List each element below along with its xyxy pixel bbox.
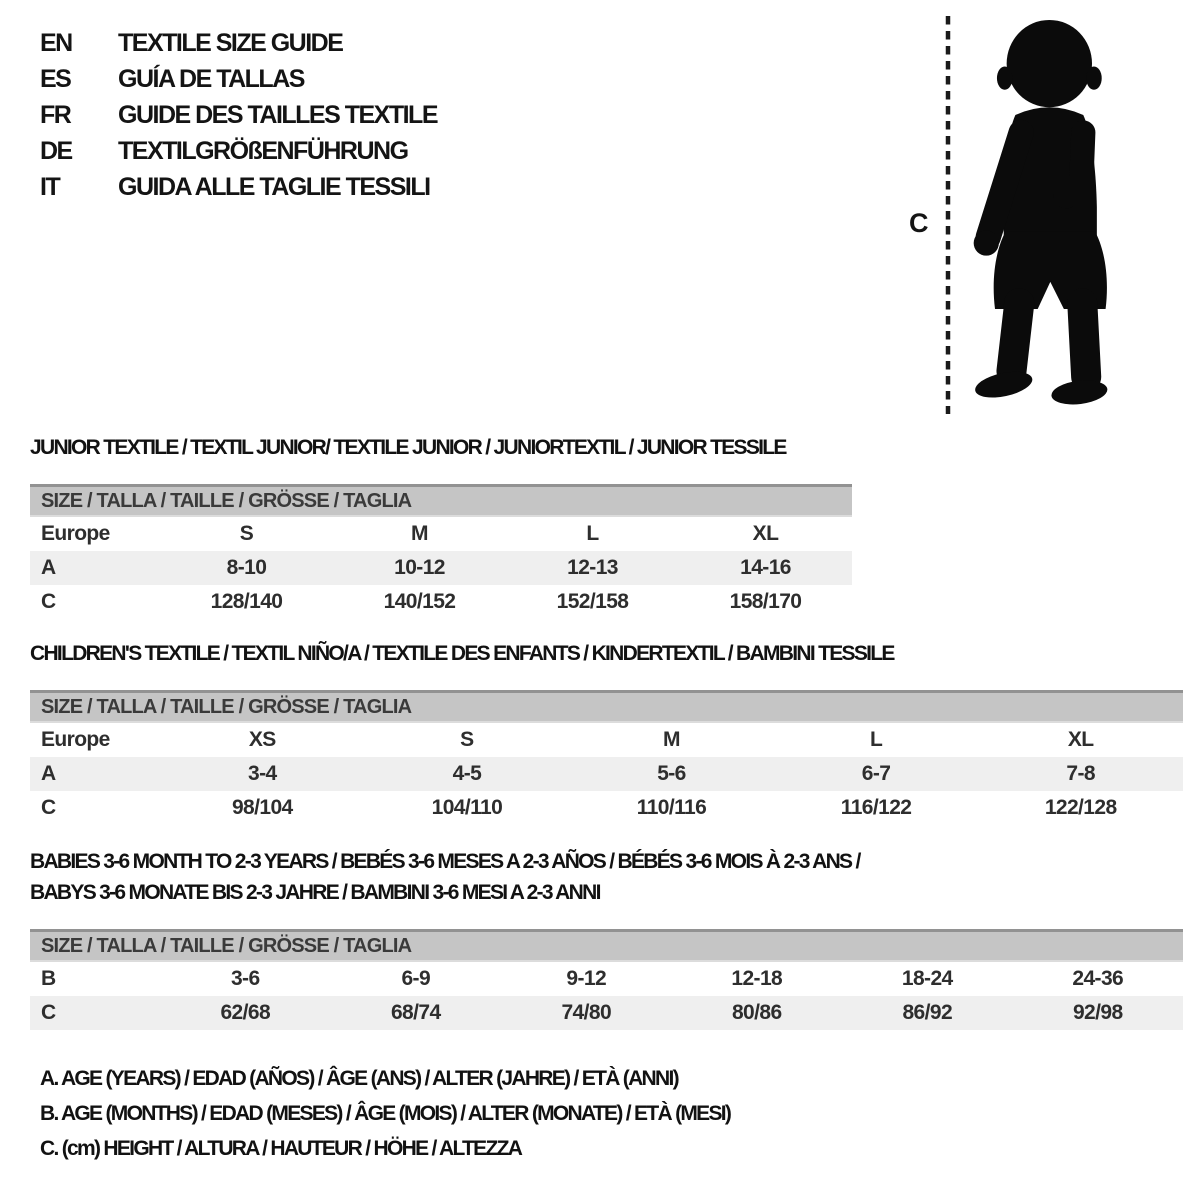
table-cell: 68/74 [390,1001,441,1024]
guide-title: GUÍA DE TALLAS [118,65,304,93]
toddler-figure [893,12,1163,417]
table-row [30,585,852,619]
table-cell: S [239,522,254,545]
section-title-line: JUNIOR TEXTILE / TEXTIL JUNIOR/ TEXTILE JUNIOR / JUNIORTEXTIL / JUNIOR TESSILE [30,436,786,459]
table-row [30,791,1183,825]
toddler-silhouette [893,12,1163,417]
table-cell: S [460,728,474,751]
table-cell: 3-6 [230,967,260,990]
table-cell: 7-8 [1066,762,1095,785]
table-row [30,757,1183,791]
language-code: ES [40,65,71,93]
guide-title: TEXTILGRÖßENFÜHRUNG [118,137,408,165]
section-title [30,643,1183,665]
table-cell: XS [248,728,276,751]
table-cell: 110/116 [636,796,707,819]
language-code: EN [40,29,72,57]
section-title-line: BABYS 3-6 MONATE BIS 2-3 JAHRE / BAMBINI 3-6 MESI A 2-3 ANNI [30,881,600,904]
table-cell: M [411,522,428,545]
table-cell: XL [1067,728,1094,751]
table-cell: 14-16 [740,556,791,579]
table-row [30,962,1183,996]
table-cell: 6-7 [861,762,891,785]
section-title [30,437,852,459]
section-junior-textile [30,437,852,619]
table-cell: 18-24 [901,967,953,990]
row-label: Europe [41,522,110,545]
row-label: Europe [41,728,110,751]
table-row [30,517,852,551]
height-measure-label: C [909,208,929,238]
size-table-children [30,723,1183,825]
table-cell: 92/98 [1072,1001,1123,1024]
section-title-line: BABIES 3-6 MONTH TO 2-3 YEARS / BEBÉS 3-6 MESES A 2-3 AÑOS / BÉBÉS 3-6 MOIS À 2-3 ANS / [30,850,860,873]
guide-title: TEXTILE SIZE GUIDE [118,29,343,57]
row-label: C [41,590,56,613]
guide-title: GUIDA ALLE TAGLIE TESSILI [118,173,430,201]
table-cell: 80/86 [731,1001,782,1024]
table-cell: 98/104 [231,796,293,819]
table-row [30,723,1183,757]
table-cell: 116/122 [840,796,912,819]
language-row [40,97,437,133]
legend-line: B. AGE (MONTHS) / EDAD (MESES) / ÂGE (MOIS) / ALTER (MONATE) / ETÀ (MESI) [40,1102,731,1125]
toddler-body [973,20,1109,407]
size-table-babies [30,962,1183,1030]
table-cell: 128/140 [210,590,283,613]
table-cell: 74/80 [561,1001,612,1024]
language-title-block [40,25,437,205]
table-cell: XL [752,522,779,545]
table-cell: 62/68 [220,1001,271,1024]
table-cell: 9-12 [566,967,607,990]
table-cell: 4-5 [452,762,482,785]
table-cell: 12-18 [731,967,783,990]
table-cell: L [869,728,883,751]
table-row [30,996,1183,1030]
table-cell: 5-6 [657,762,686,785]
row-label: A [41,762,56,785]
table-cell: 3-4 [248,762,277,785]
row-label: B [41,967,56,990]
legend-line: A. AGE (YEARS) / EDAD (AÑOS) / ÂGE (ANS) / ALTER (JAHRE) / ETÀ (ANNI) [40,1067,678,1090]
size-table-junior [30,517,852,619]
table-cell: 8-10 [226,556,267,579]
table-cell: 104/110 [431,796,503,819]
legend [40,1068,730,1173]
row-label: A [41,556,56,579]
legend-line: C. (cm) HEIGHT / ALTURA / HAUTEUR / HÖHE / ALTEZZA [40,1137,522,1160]
size-header-bar: SIZE / TALLA / TAILLE / GRÖSSE / TAGLIA [30,929,1183,962]
table-cell: 6-9 [401,967,431,990]
table-row [30,551,852,585]
size-header-bar: SIZE / TALLA / TAILLE / GRÖSSE / TAGLIA [30,484,852,517]
language-code: FR [40,101,71,129]
language-row [40,169,437,205]
table-cell: 24-36 [1072,967,1124,990]
language-code: DE [40,137,72,165]
language-row [40,25,437,61]
row-label: C [41,796,56,819]
section-title [30,851,1183,904]
guide-title: GUIDE DES TAILLES TEXTILE [118,101,438,129]
language-row [40,61,437,97]
table-cell: M [663,728,680,751]
table-cell: 140/152 [383,590,456,613]
table-cell: 152/158 [556,590,629,613]
language-code: IT [40,173,60,201]
section-children-textile [30,643,1183,825]
table-cell: 158/170 [729,590,802,613]
language-row [40,133,437,169]
table-cell: L [586,522,599,545]
table-cell: 86/92 [902,1001,953,1024]
table-cell: 12-13 [567,556,618,579]
table-cell: 122/128 [1044,796,1117,819]
size-header-bar: SIZE / TALLA / TAILLE / GRÖSSE / TAGLIA [30,690,1183,723]
table-cell: 10-12 [394,556,445,579]
section-babies-textile [30,851,1183,1030]
section-title-line: CHILDREN'S TEXTILE / TEXTIL NIÑO/A / TEXTILE DES ENFANTS / KINDERTEXTIL / BAMBINI TESSILE [30,642,894,665]
row-label: C [41,1001,56,1024]
